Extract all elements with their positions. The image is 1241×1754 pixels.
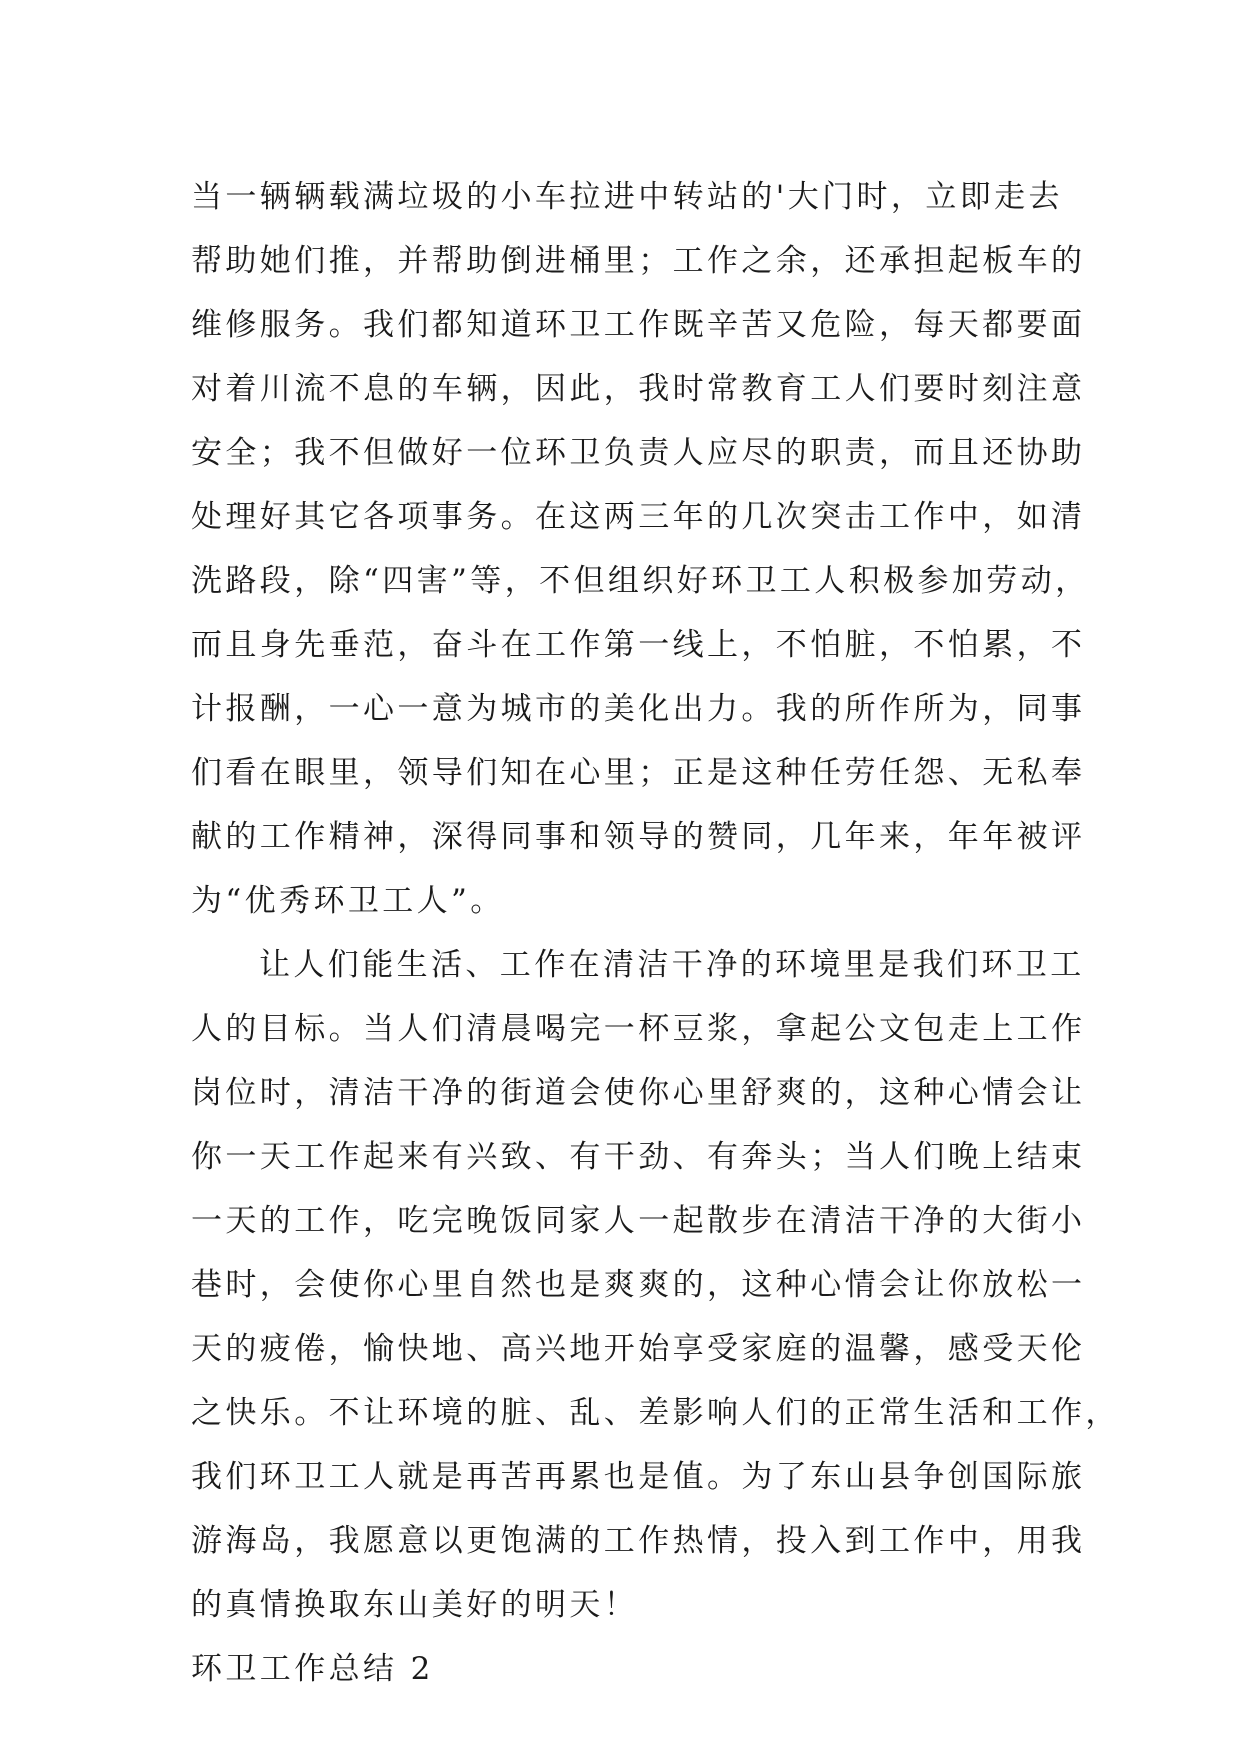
paragraph-line: 为“优秀环卫工人”。 [191,883,505,919]
document-body [191,165,1120,1701]
paragraph-line: 一天的工作，吃完晚饭同家人一起散步在清洁干净的大街小 [191,1203,1086,1239]
paragraph-line: 处理好其它各项事务。在这两三年的几次突击工作中，如清 [191,499,1086,535]
paragraph-line: 维修服务。我们都知道环卫工作既辛苦又危险，每天都要面 [191,307,1086,343]
paragraph-line: 让人们能生活、工作在清洁干净的环境里是我们环卫工 [259,947,1085,983]
paragraph-line: 献的工作精神，深得同事和领导的赞同，几年来，年年被评 [191,819,1086,855]
paragraph-line: 的真情换取东山美好的明天！ [191,1587,639,1623]
paragraph-line: 天的疲倦，愉快地、高兴地开始享受家庭的温馨，感受天伦 [191,1331,1086,1367]
paragraph-1 [191,165,1090,933]
paragraph-line: 们看在眼里，领导们知在心里；正是这种任劳任怨、无私奉 [191,755,1086,791]
paragraph-line: 安全；我不但做好一位环卫负责人应尽的职责，而且还协助 [191,435,1086,471]
paragraph-line: 岗位时，清洁干净的街道会使你心里舒爽的，这种心情会让 [191,1075,1086,1111]
paragraph-line: 帮助她们推，并帮助倒进桶里；工作之余，还承担起板车的 [191,243,1086,279]
paragraph-line: 之快乐。不让环境的脏、乱、差影响人们的正常生活和工作， [191,1395,1120,1431]
paragraph-line: 而且身先垂范，奋斗在工作第一线上，不怕脏，不怕累，不 [191,627,1086,663]
paragraph-line: 洗路段，除“四害”等，不但组织好环卫工人积极参加劳动， [191,563,1090,599]
paragraph-line: 你一天工作起来有兴致、有干劲、有奔头；当人们晚上结束 [191,1139,1086,1175]
paragraph-line: 计报酬，一心一意为城市的美化出力。我的所作所为，同事 [191,691,1086,727]
paragraph-line: 当一辆辆载满垃圾的小车拉进中转站的'大门时，立即走去 [191,179,1063,215]
paragraph-line: 游海岛，我愿意以更饱满的工作热情，投入到工作中，用我 [191,1523,1086,1559]
paragraph-line: 对着川流不息的车辆，因此，我时常教育工人们要时刻注意 [191,371,1086,407]
paragraph-2 [191,933,1120,1637]
paragraph-line: 我们环卫工人就是再苦再累也是值。为了东山县争创国际旅 [191,1459,1086,1495]
paragraph-line: 人的目标。当人们清晨喝完一杯豆浆，拿起公文包走上工作 [191,1011,1086,1047]
section-heading: 环卫工作总结 2 [191,1651,434,1687]
paragraph-line: 巷时，会使你心里自然也是爽爽的，这种心情会让你放松一 [191,1267,1086,1303]
